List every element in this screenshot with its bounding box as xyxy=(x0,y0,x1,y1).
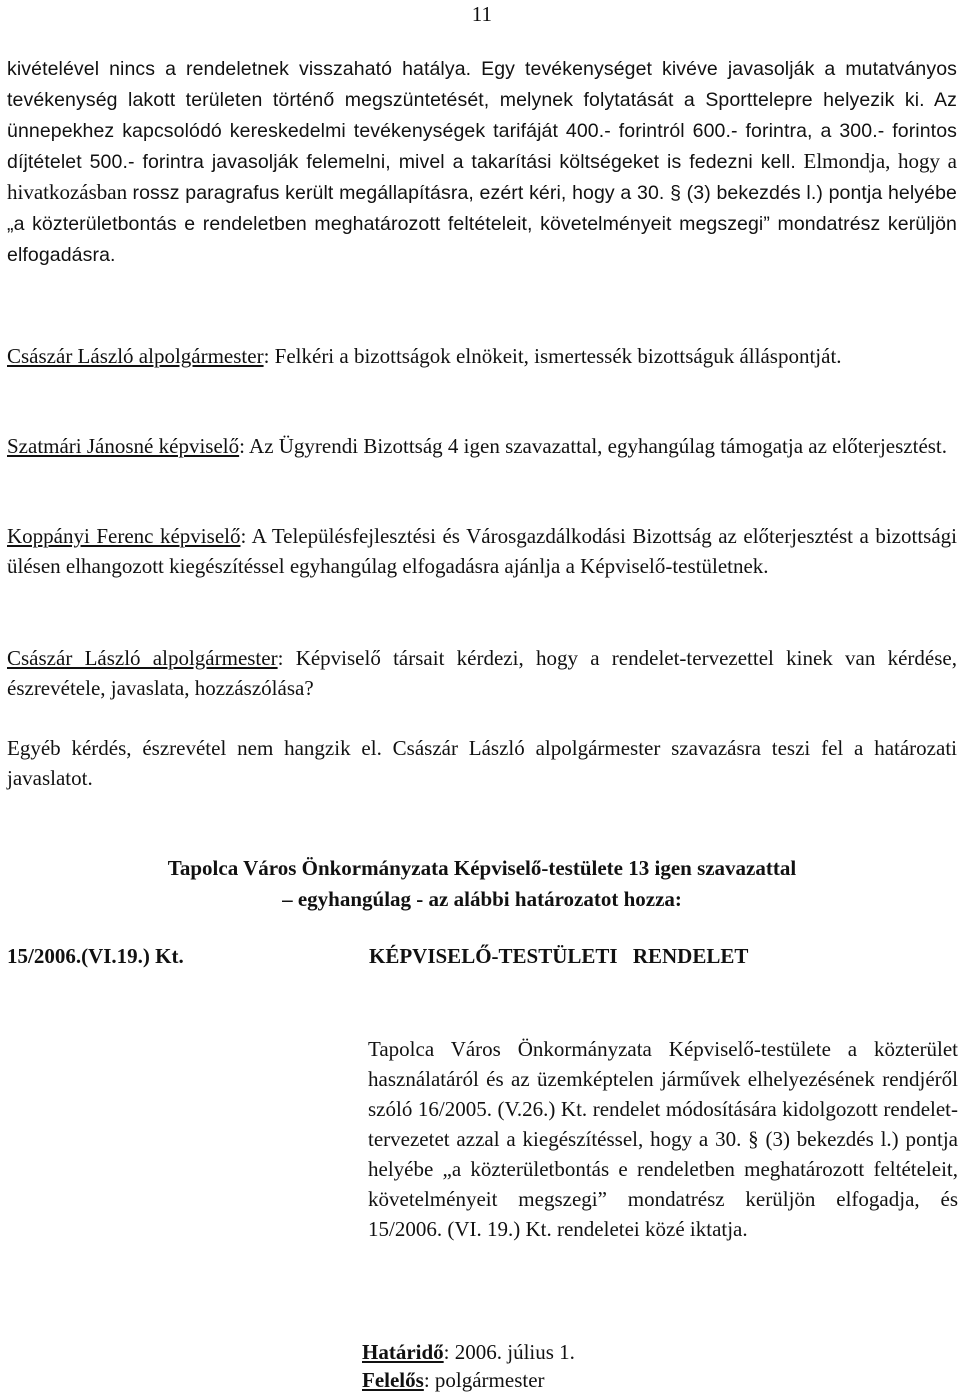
paragraph-committee-statement-2 xyxy=(7,521,957,581)
paragraph-text: kivételével nincs a rendeletnek visszaható hatálya. Egy tevékenységet kivéve javasolják a mutatványos tevékenység lakott területen történő megszüntetését, melynek folytatását a Sporttelepre helyezik ki. Az ünnepekhez kapcsolódó kereskedelmi tevékenységek tarifáját 400.- forintról 600.- forintra, a 300.- forintos díjtételet 500.- forintra javasolják felemelni, mivel a takarítási költségeket is fedezni kell. xyxy=(7,58,957,173)
paragraph-text: rossz paragrafus került megállapításra, ezért kéri, hogy a 30. § (3) bekezdés l.) pontja helyébe „a közterületbontás e rendeletben meghatározott feltételeit, követelményeit megszegi” mondatrész kerüljön elfogadásra. xyxy=(7,182,957,266)
decision-heading-line: – egyhangúlag - az alábbi határozatot hozza: xyxy=(282,887,682,911)
paragraph-text: : Képviselő társait kérdezi, hogy a rendelet-tervezettel kinek van kérdése, észrevétele, javaslata, hozzászólása? xyxy=(7,646,957,700)
paragraph-text: : Az Ügyrendi Bizottság 4 igen szavazattal, egyhangúlag támogatja az előterjesztést. xyxy=(239,434,948,458)
responsible-label: Felelős xyxy=(362,1368,424,1392)
paragraph-vote-call xyxy=(7,733,957,793)
resolution-title: KÉPVISELŐ-TESTÜLETI RENDELET xyxy=(369,944,749,968)
speaker-name: Császár László alpolgármester xyxy=(7,344,264,368)
responsible-value: : polgármester xyxy=(423,1368,545,1392)
decision-heading xyxy=(7,853,957,915)
paragraph-text: : Felkéri a bizottságok elnökeit, ismertessék bizottságuk álláspontját. xyxy=(263,344,842,368)
decision-heading-line: Tapolca Város Önkormányzata Képviselő-testülete 13 igen szavazattal xyxy=(167,856,797,880)
resolution-body: Tapolca Város Önkormányzata Képviselő-testülete a közterület használatáról és az üzemképtelen járművek elhelyezésének rendjéről szóló 16/2005. (V.26.) Kt. rendelet módosítására kidolgozott rendelet-tervezetet azzal a kiegészítéssel, hogy a 30. § (3) bekezdés l.) pontja helyébe „a közterületbontás e rendeletben meghatározott feltételeit, követelményeit megszegi” mondatrész kerüljön elfogadja, és 15/2006. (VI. 19.) Kt. rendeletei közé iktatja. xyxy=(368,1037,958,1241)
paragraph-deputy-mayor-1 xyxy=(7,341,957,371)
speaker-name: Császár László alpolgármester xyxy=(7,646,278,670)
paragraph-text: Elmondja, hogy a hivatkozásban xyxy=(7,149,957,204)
page-number: 11 xyxy=(471,2,492,26)
speaker-name: Koppányi Ferenc képviselő xyxy=(7,524,241,548)
deadline-label: Határidő xyxy=(362,1340,444,1364)
speaker-name: Szatmári Jánosné képviselő xyxy=(7,434,240,458)
paragraph-committee-statement-1 xyxy=(7,431,957,461)
deadline-line xyxy=(362,1340,575,1365)
paragraph-text: : A Településfejlesztési és Városgazdálkodási Bizottság az előterjesztést a bizottsági ülésen elhangozott kiegészítéssel egyhangúlag elfogadásra ajánlja a Képviselő-testületnek. xyxy=(7,524,957,578)
paragraph-text: Egyéb kérdés, észrevétel nem hangzik el. Császár László alpolgármester szavazásra teszi fel a határozati javaslatot. xyxy=(7,736,957,790)
paragraph-deputy-mayor-2 xyxy=(7,643,957,703)
paragraph-fee-proposal xyxy=(7,53,957,270)
resolution-number: 15/2006.(VI.19.) Kt. xyxy=(7,944,184,968)
deadline-value: : 2006. július 1. xyxy=(443,1340,575,1364)
responsible-line xyxy=(362,1368,545,1393)
